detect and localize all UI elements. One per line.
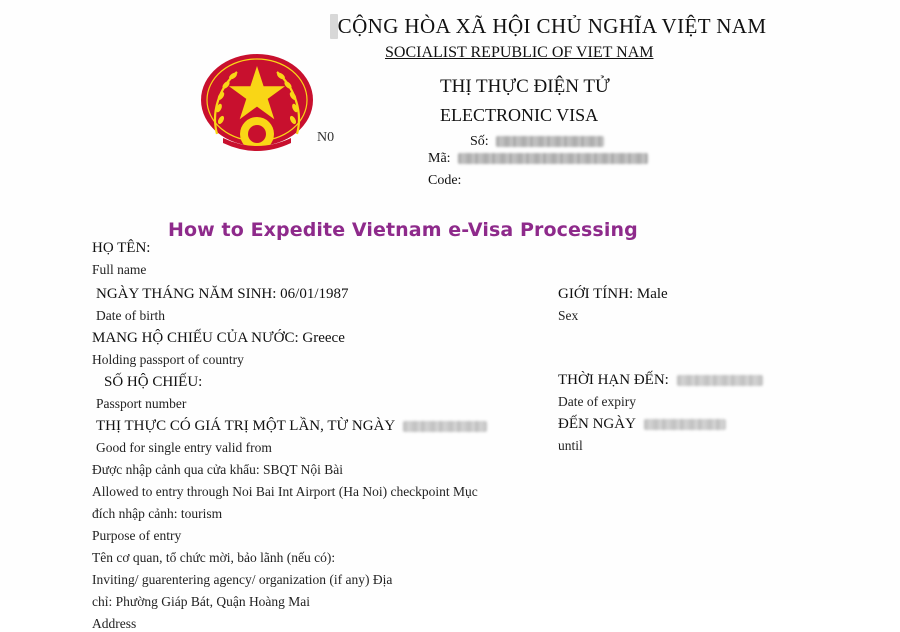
entry-purpose-label-en: Purpose of entry (92, 528, 182, 543)
field-country-label-en: Holding passport of country (92, 352, 244, 367)
code-label-en: Code: (428, 173, 462, 188)
field-dob-row (96, 286, 349, 303)
document-header (0, 0, 900, 200)
field-dob-value: 06/01/1987 (280, 286, 349, 302)
entry-checkpoint-en-2: đích nhập cảnh: tourism (92, 506, 223, 521)
field-passport-number-label-vn: SỐ HỘ CHIẾU: (104, 374, 203, 390)
code-row-vn (428, 148, 648, 170)
field-expiry-label-en: Date of expiry (558, 394, 636, 409)
field-full-name-label-vn: HỌ TÊN: (92, 240, 151, 256)
visa-number-label: Số: (470, 134, 489, 149)
n0-label: N0 (317, 130, 335, 145)
entry-checkpoint-en-1: Allowed to entry through Noi Bai Int Airport (Ha Noi) checkpoint Mục (92, 484, 478, 499)
field-full-name-label-en: Full name (92, 262, 147, 277)
inviting-agency-en-1: Inviting/ guarentering agency/ organization (if any) Địa (92, 572, 393, 587)
inviting-agency-vn: Tên cơ quan, tổ chức mời, bảo lãnh (nếu có): (92, 550, 336, 565)
code-block (428, 148, 648, 192)
field-country-label-vn: MANG HỘ CHIẾU CỦA NƯỚC: (92, 330, 299, 346)
field-sex-label-en: Sex (558, 308, 579, 323)
field-valid-from-label-en: Good for single entry valid from (96, 440, 272, 455)
visa-number-redacted (496, 136, 604, 147)
inviting-agency-en-2: chỉ: Phường Giáp Bát, Quận Hoàng Mai (92, 594, 311, 609)
address-label-en: Address (92, 616, 137, 631)
field-until-label-vn: ĐẾN NGÀY (558, 416, 636, 432)
field-expiry-row (558, 372, 763, 389)
vietnam-emblem-icon (197, 42, 317, 162)
entry-checkpoint-vn: Được nhập cảnh qua cửa khẩu: SBQT Nội Bài (92, 462, 343, 477)
field-dob-label-vn: NGÀY THÁNG NĂM SINH: (96, 286, 277, 302)
country-line-vn: CỘNG HÒA XÃ HỘI CHỦ NGHĨA VIỆT NAM (330, 14, 890, 39)
field-sex-value: Male (636, 286, 668, 302)
title-block (330, 14, 890, 150)
field-valid-from-value-redacted (403, 421, 487, 432)
country-line-en: SOCIALIST REPUBLIC OF VIET NAM (385, 44, 654, 61)
field-valid-from-label-vn: THỊ THỰC CÓ GIÁ TRỊ MỘT LẦN, TỪ NGÀY (96, 418, 395, 434)
field-country-value: Greece (302, 330, 345, 346)
code-value-redacted (458, 153, 648, 164)
field-until-value-redacted (644, 419, 726, 430)
doc-title-vn: THỊ THỰC ĐIỆN TỬ (440, 76, 610, 97)
doc-title-en: ELECTRONIC VISA (440, 105, 599, 125)
field-sex-row (558, 286, 668, 303)
field-country-row (92, 330, 345, 347)
field-sex-label-vn: GIỚI TÍNH: (558, 286, 634, 302)
field-until-row (558, 416, 726, 433)
code-label-vn: Mã: (428, 151, 451, 166)
overlay-article-heading: How to Expedite Vietnam e-Visa Processing (168, 219, 638, 241)
field-expiry-value-redacted (677, 375, 763, 386)
field-valid-from-row (96, 418, 487, 435)
field-expiry-label-vn: THỜI HẠN ĐẾN: (558, 372, 669, 388)
field-passport-number-label-en: Passport number (96, 396, 187, 411)
field-until-label-en: until (558, 438, 583, 453)
field-dob-label-en: Date of birth (96, 308, 165, 323)
